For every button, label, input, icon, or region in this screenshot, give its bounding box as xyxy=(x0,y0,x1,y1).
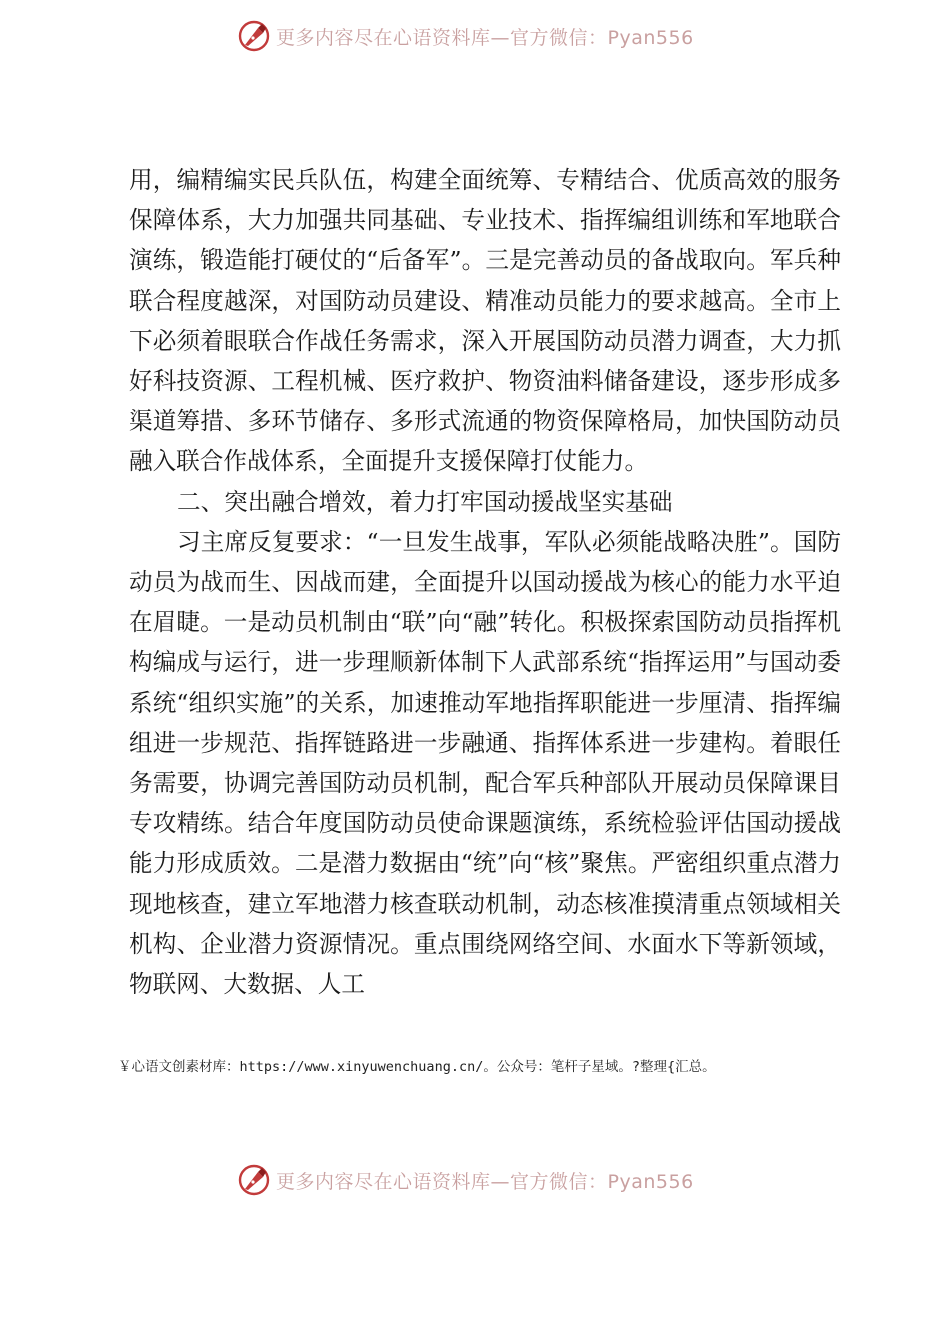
footer-banner xyxy=(236,1160,756,1200)
source-footnote: ￥心语文创素材库：https://www.xinyuwenchuang.cn/。公众号：笔杆子星域。?整理{汇总。 xyxy=(118,1059,716,1075)
header-banner xyxy=(236,16,756,56)
document-body xyxy=(129,160,841,1004)
paragraph: 习主席反复要求：“一旦发生战事，军队必须能战略决胜”。国防动员为战而生、因战而建，全面提升以国动援战为核心的能力水平迫在眉睫。一是动员机制由“联”向“融”转化。积极探索国防动员指挥机构编成与运行，进一步理顺新体制下人武部系统“指挥运用”与国动委系统“组织实施”的关系，加速推动军地指挥职能进一步厘清、指挥编组进一步规范、指挥链路进一步融通、指挥体系进一步建构。着眼任务需要，协调完善国防动员机制，配合军兵种部队开展动员保障课目专攻精练。结合年度国防动员使命课题演练，系统检验评估国动援战能力形成质效。二是潜力数据由“统”向“核”聚焦。严密组织重点潜力现地核查，建立军地潜力核查联动机制，动态核准摸清重点领域相关机构、企业潜力资源情况。重点围绕网络空间、水面水下等新领域，物联网、大数据、人工 xyxy=(129,527,841,999)
paragraph-continued: 用，编精编实民兵队伍，构建全面统筹、专精结合、优质高效的服务保障体系，大力加强共同基础、专业技术、指挥编组训练和军地联合演练，锻造能打硬仗的“后备军”。三是完善动员的备战取向。军兵种联合程度越深，对国防动员建设、精准动员能力的要求越高。全市上下必须着眼联合作战任务需求，深入开展国防动员潜力调查，大力抓好科技资源、工程机械、医疗救护、物资油料储备建设，逐步形成多渠道筹措、多环节储存、多形式流通的物资保障格局，加快国防动员融入联合作战体系，全面提升支援保障打仗能力。 xyxy=(129,166,841,476)
pen-nib-logo-icon xyxy=(236,18,272,54)
pen-nib-logo-icon xyxy=(236,1162,272,1198)
footer-banner-text: 更多内容尽在心语资料库—官方微信：Pyan556 xyxy=(276,1170,694,1193)
section-heading: 二、突出融合增效，着力打牢国动援战坚实基础 xyxy=(177,487,673,516)
header-banner-text: 更多内容尽在心语资料库—官方微信：Pyan556 xyxy=(276,26,694,49)
